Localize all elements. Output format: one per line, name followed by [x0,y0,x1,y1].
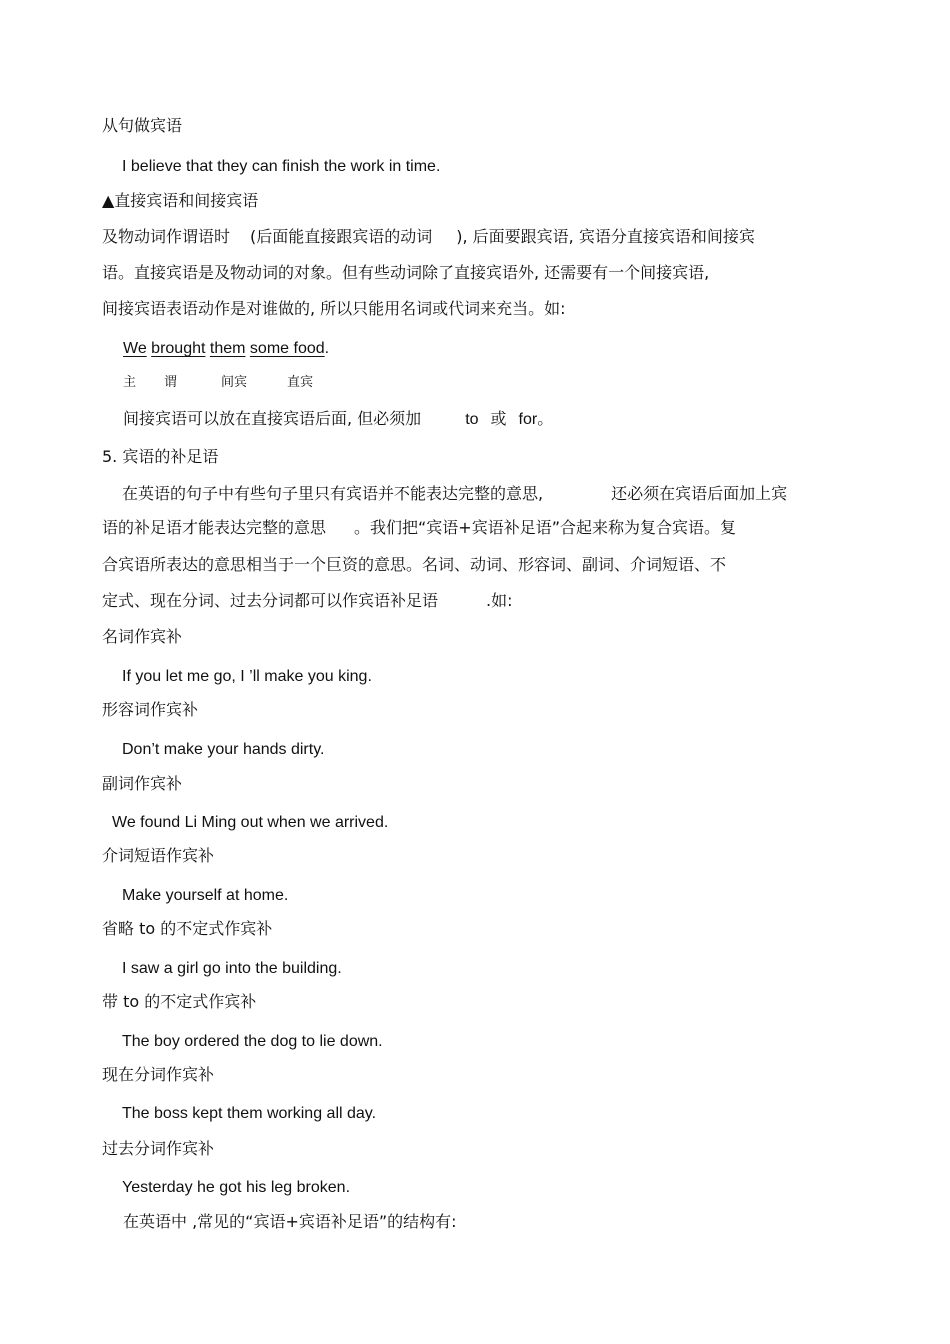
paragraph-line [122,483,787,505]
paragraph-line [102,590,513,612]
role-label-direct: 直宾 [287,375,314,390]
example-indirect-object [123,338,329,360]
subheading-past-participle-complement: 过去分词作宾补 [102,1139,215,1158]
text-segment: 或 [490,409,507,428]
example-sentence: Make yourself at home. [122,887,289,904]
subheading-prepositional-complement: 介词短语作宾补 [102,846,215,865]
example-sentence: The boss kept them working all day. [122,1105,377,1122]
example-sentence: If you let me go, I ’ll make you king. [122,668,372,685]
section-heading-object-complement: 5. 宾语的补足语 [102,447,219,466]
example-sentence: We found Li Ming out when we arrived. [112,814,389,831]
paragraph-line [102,517,736,539]
text-segment: 还必须在宾语后面加上宾 [611,484,788,503]
word-verb: brought [151,340,206,357]
subheading-to-infinitive-complement: 带 to 的不定式作宾补 [102,992,257,1011]
text-segment: 间接宾语可以放在直接宾语后面, 但必须加 [123,409,422,428]
paragraph-line: 间接宾语表语动作是对谁做的, 所以只能用名词或代词来充当。如: [102,299,566,318]
paragraph-line [123,408,553,431]
subheading-present-participle-complement: 现在分词作宾补 [102,1065,215,1084]
text-segment: 及物动词作谓语时 [102,227,231,246]
word-direct-object: some food [249,340,325,357]
word-indirect-object: them [209,340,246,357]
paragraph-line: 语。直接宾语是及物动词的对象。但有些动词除了直接宾语外, 还需要有一个间接宾语, [102,263,710,282]
example-sentence: Don’t make your hands dirty. [122,741,325,758]
role-label-indirect: 间宾 [221,375,248,390]
example-sentence: Yesterday he got his leg broken. [122,1179,351,1196]
word-subject: We [123,340,147,357]
role-label-subject: 主 [123,375,137,390]
text-segment: 在英语的句子中有些句子里只有宾语并不能表达完整的意思, [122,484,544,503]
heading-clause-object: 从句做宾语 [102,116,183,135]
subheading-adverb-complement: 副词作宾补 [102,774,183,793]
text-segment: (后面能直接跟宾语的动词 [250,227,433,246]
subheading-noun-complement: 名词作宾补 [102,627,183,646]
text-segment: .如: [486,591,513,610]
heading-direct-indirect-object: ▲直接宾语和间接宾语 [102,191,259,210]
subheading-adjective-complement: 形容词作宾补 [102,700,199,719]
text-segment: 定式、现在分词、过去分词都可以作宾语补足语 [102,591,439,610]
sentence-period: . [324,340,330,357]
paragraph-line: 在英语中 ,常见的“宾语+宾语补足语”的结构有: [123,1212,457,1231]
example-clause-object: I believe that they can finish the work in time. [122,158,441,175]
role-label-verb: 谓 [164,375,178,390]
example-sentence: I saw a girl go into the building. [122,960,342,977]
subheading-bare-infinitive-complement: 省略 to 的不定式作宾补 [102,919,273,938]
text-segment: 语的补足语才能表达完整的意思 [102,518,327,537]
text-segment: 。我们把“宾语+宾语补足语”合起来称为复合宾语。复 [354,518,737,537]
paragraph-line: 合宾语所表达的意思相当于一个巨资的意思。名词、动词、形容词、副词、介词短语、不 [102,555,727,574]
text-segment: to [465,411,479,428]
example-sentence: The boy ordered the dog to lie down. [122,1033,383,1050]
text-segment: for。 [518,411,554,428]
text-segment: ), 后面要跟宾语, 宾语分直接宾语和间接宾 [456,227,755,246]
paragraph-line [102,226,755,248]
